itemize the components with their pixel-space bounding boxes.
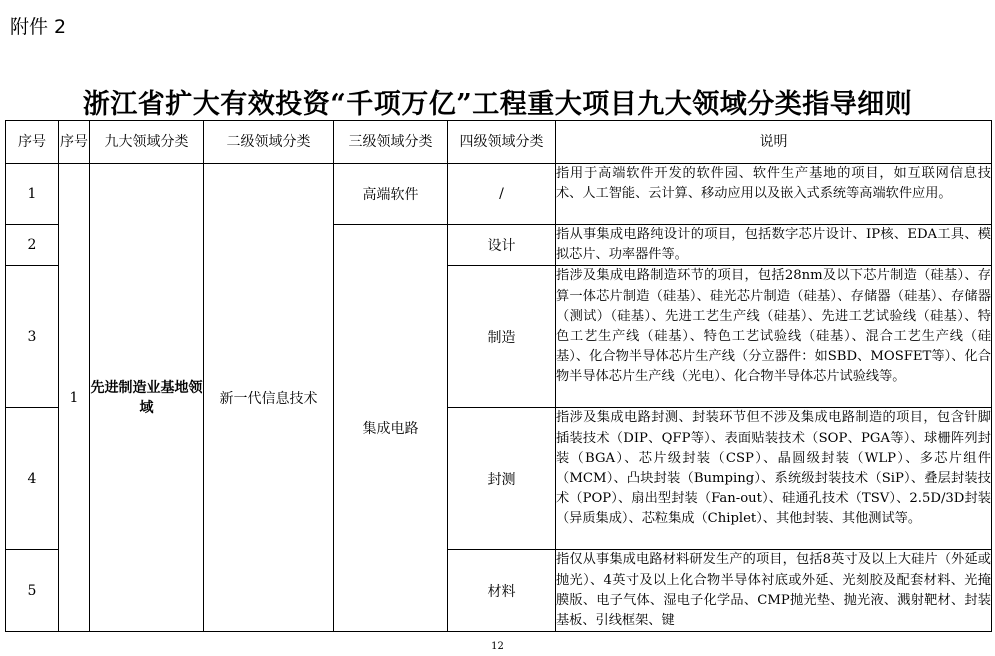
attachment-label: 附件 2	[10, 16, 67, 38]
row-seq: 1	[6, 164, 59, 225]
row-level4: /	[448, 164, 556, 225]
row-level4: 设计	[448, 225, 556, 266]
domain-name: 先进制造业基地领域	[90, 164, 204, 632]
table-row	[6, 164, 992, 225]
page-number: 12	[491, 641, 504, 652]
row-seq: 4	[6, 408, 59, 550]
row-description: 指涉及集成电路制造环节的项目，包括28nm及以下芯片制造（硅基）、存算一体芯片制造（硅基）、硅光芯片制造（硅基）、存储器（硅基）、存储器（测试）（硅基）、先进工艺生产线（硅基）、先进工艺试验线（硅基）、特色工艺生产线（硅基）、特色工艺试验线（硅基）、混合工艺生产线（硅基）、化合物半导体芯片生产线（分立器件：如SBD、MOSFET等）、化合物半导体芯片生产线（光电）、化合物半导体芯片试验线等。	[556, 266, 992, 408]
header-level2: 二级领域分类	[204, 121, 334, 164]
table-header-row	[6, 121, 992, 164]
level2-name: 新一代信息技术	[204, 164, 334, 632]
row-level4: 制造	[448, 266, 556, 408]
header-seq: 序号	[6, 121, 59, 164]
document-title: 浙江省扩大有效投资“千项万亿”工程重大项目九大领域分类指导细则	[82, 89, 913, 120]
header-num: 序号	[59, 121, 90, 164]
classification-table	[5, 120, 992, 632]
header-level4: 四级领域分类	[448, 121, 556, 164]
row-description: 指从事集成电路纯设计的项目，包括数字芯片设计、IP核、EDA工具、模拟芯片、功率器件等。	[556, 225, 992, 266]
row-description: 指用于高端软件开发的软件园、软件生产基地的项目，如互联网信息技术、人工智能、云计算、移动应用以及嵌入式系统等高端软件应用。	[556, 164, 992, 225]
level3-software: 高端软件	[334, 164, 448, 225]
header-desc: 说明	[556, 121, 992, 164]
row-seq: 5	[6, 550, 59, 632]
domain-number: 1	[59, 164, 90, 632]
level3-ic: 集成电路	[334, 225, 448, 632]
row-level4: 封测	[448, 408, 556, 550]
row-description: 指仅从事集成电路材料研发生产的项目，包括8英寸及以上大硅片（外延或抛光）、4英寸及以上化合物半导体衬底或外延、光刻胶及配套材料、光掩膜版、电子气体、湿电子化学品、CMP抛光垫、抛光液、溅射靶材、封装基板、引线框架、键	[556, 550, 992, 632]
row-level4: 材料	[448, 550, 556, 632]
header-level3: 三级领域分类	[334, 121, 448, 164]
row-description: 指涉及集成电路封测、封装环节但不涉及集成电路制造的项目，包含针脚插装技术（DIP、QFP等）、表面贴装技术（SOP、PGA等）、球栅阵列封装（BGA）、芯片级封装（CSP）、晶圆级封装（WLP）、多芯片组件（MCM）、凸块封装（Bumping）、系统级封装技术（SiP）、叠层封装技术（POP）、扇出型封装（Fan-out）、硅通孔技术（TSV）、2.5D/3D封装（异质集成）、芯粒集成（Chiplet）、其他封装、其他测试等。	[556, 408, 992, 550]
header-domain: 九大领域分类	[90, 121, 204, 164]
row-seq: 3	[6, 266, 59, 408]
row-seq: 2	[6, 225, 59, 266]
